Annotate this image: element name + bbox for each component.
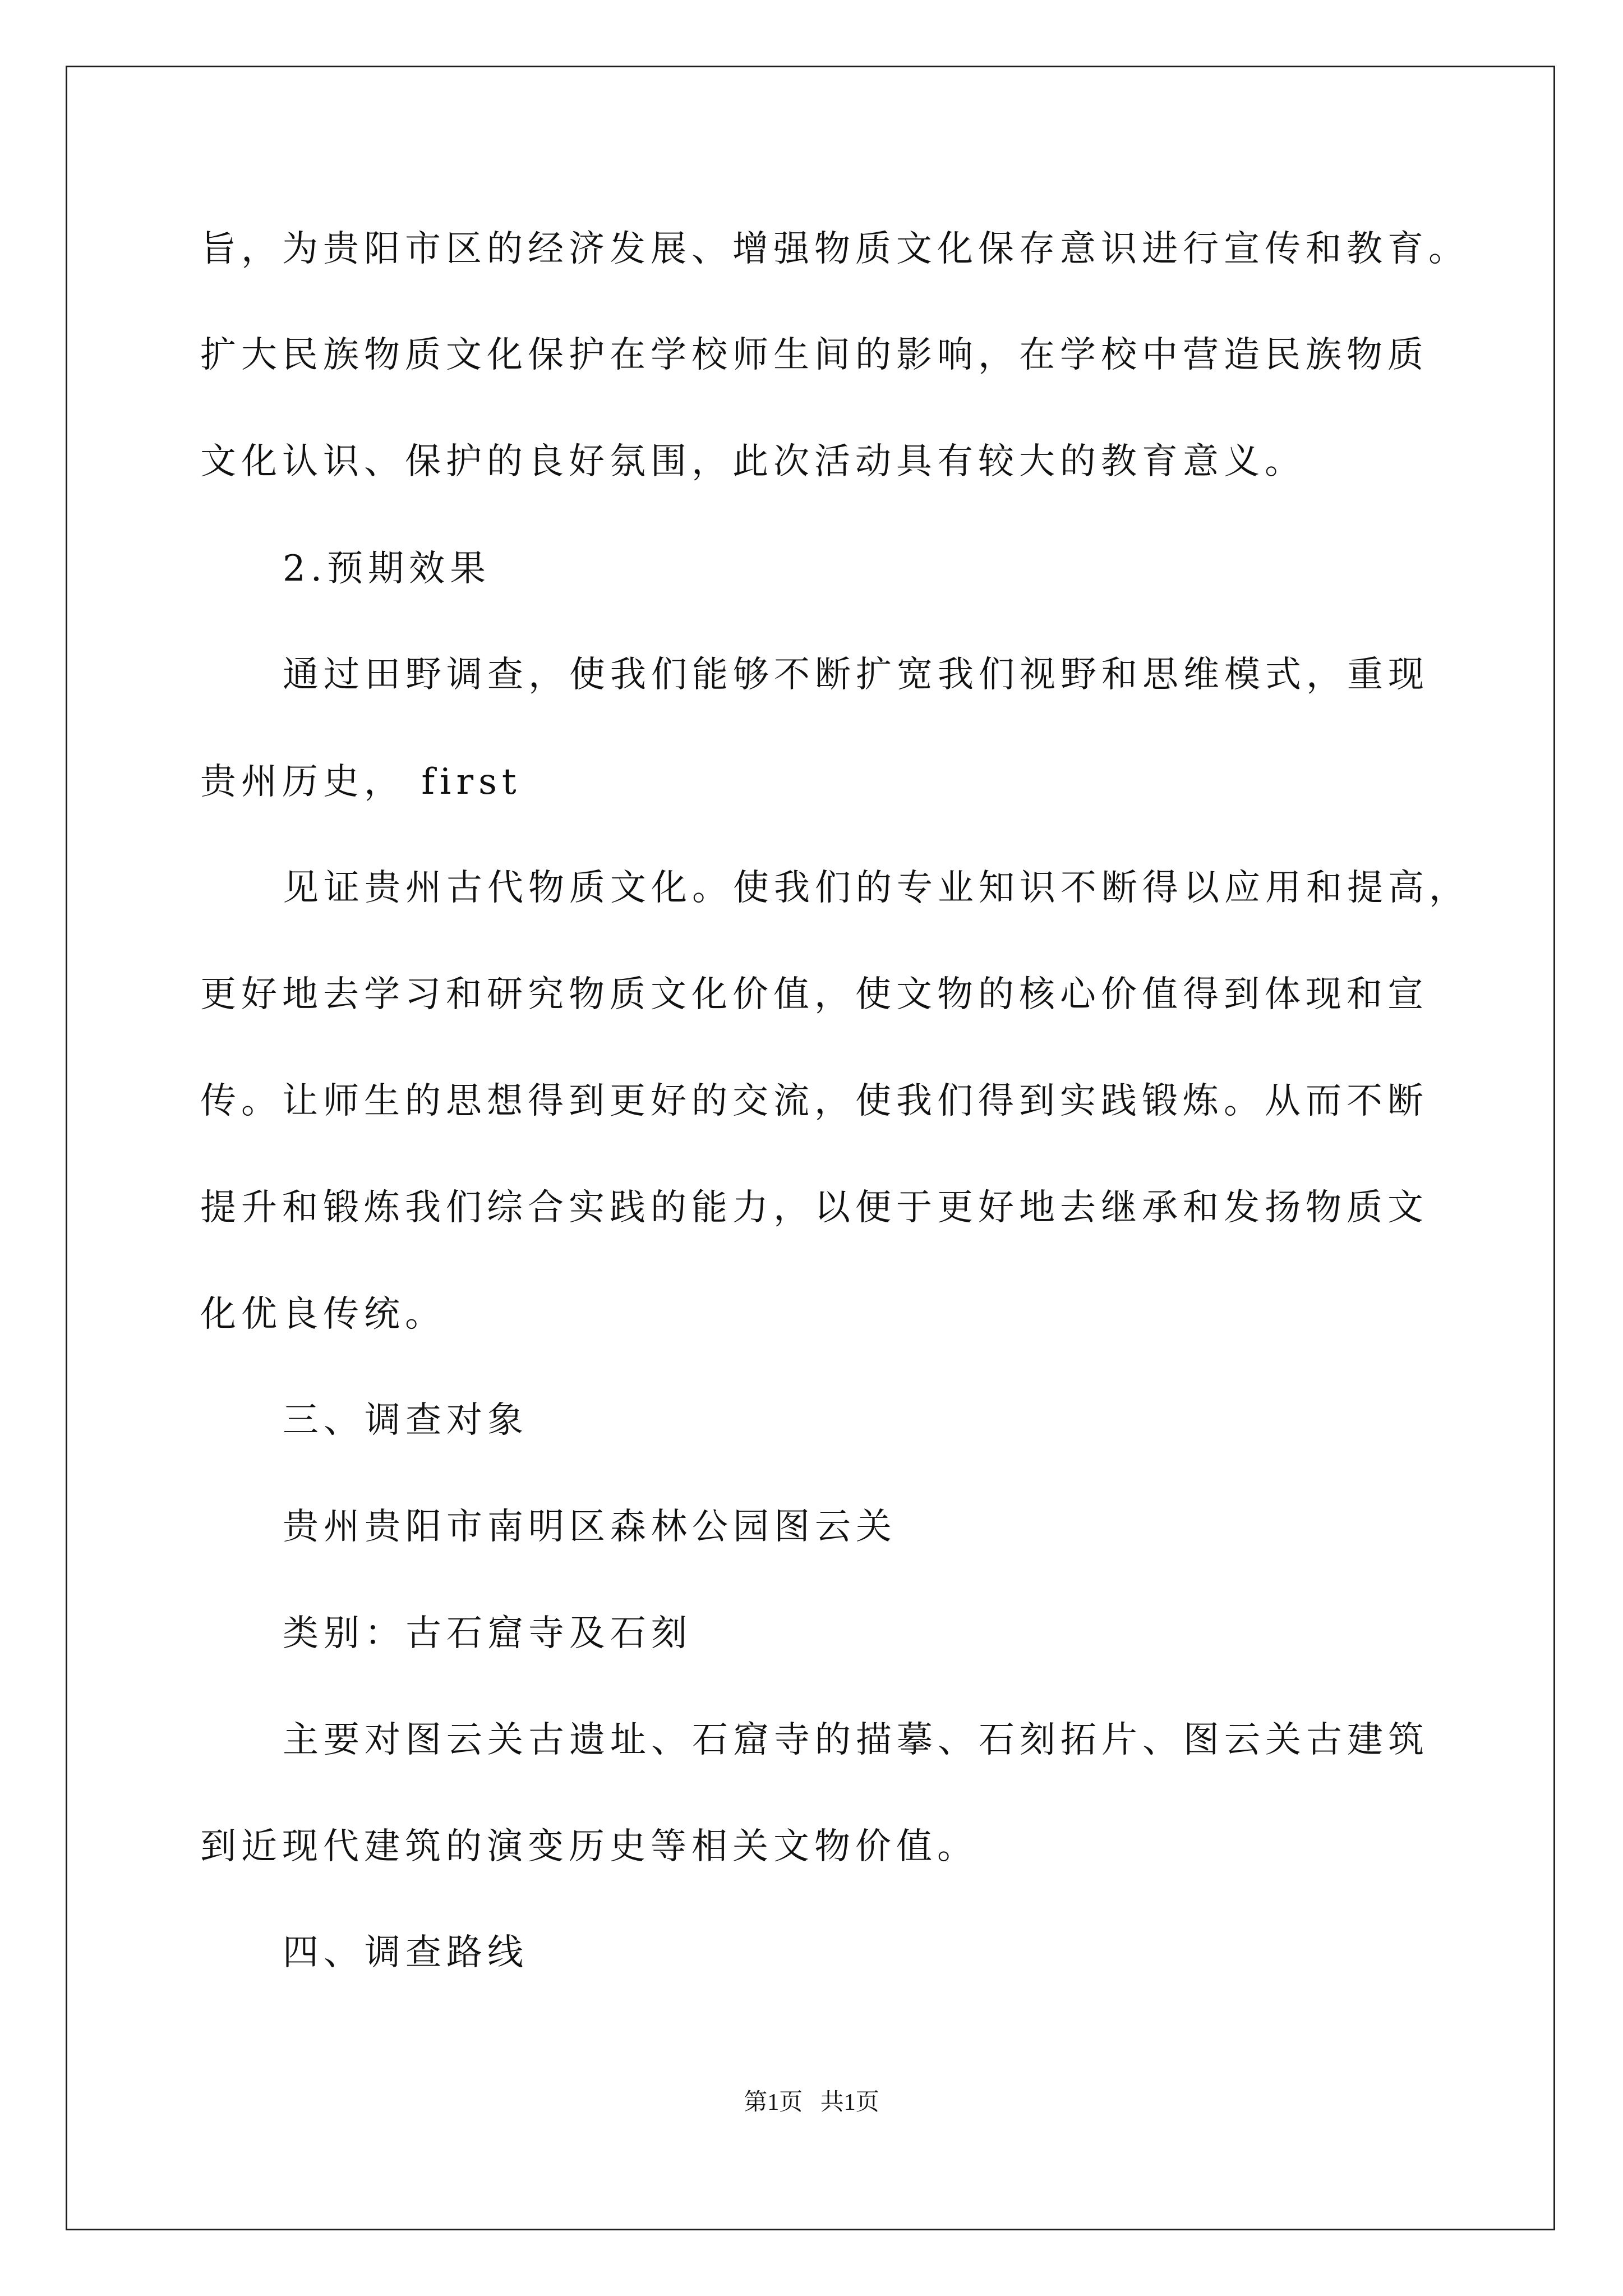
page-number-footer: 第1页 共1页 (744, 2090, 879, 2115)
heading-subject: 三、调查对象 (283, 1400, 528, 1441)
paragraph-3-line-5: 化优良传统。 (200, 1294, 446, 1335)
paragraph-3-line-3: 传。让师生的思想得到更好的交流，使我们得到实践锻炼。从而不断 (200, 1080, 1428, 1122)
paragraph-1-line-3: 文化认识、保护的良好氛围，此次活动具有较大的教育意义。 (200, 441, 1306, 482)
paragraph-3-line-4: 提升和锻炼我们综合实践的能力，以便于更好地去继承和发扬物质文 (200, 1187, 1428, 1228)
paragraph-3-line-2: 更好地去学习和研究物质文化价值，使文物的核心价值得到体现和宣 (200, 974, 1428, 1015)
paragraph-3-line-1: 见证贵州古代物质文化。使我们的专业知识不断得以应用和提高， (283, 867, 1470, 909)
subject-category: 类别：古石窟寺及石刻 (283, 1613, 692, 1654)
paragraph-4-line-1: 主要对图云关古遗址、石窟寺的描摹、石刻拓片、图云关古建筑 (283, 1719, 1429, 1761)
page-border (66, 66, 1555, 2230)
paragraph-1-line-1: 旨，为贵阳市区的经济发展、增强物质文化保存意识进行宣传和教育。 (200, 228, 1469, 270)
subject-location: 贵州贵阳市南明区森林公园图云关 (283, 1506, 897, 1548)
paragraph-1-line-2: 扩大民族物质文化保护在学校师生间的影响，在学校中营造民族物质 (200, 334, 1428, 376)
heading-expected-effect: 2.预期效果 (283, 548, 491, 590)
heading-route: 四、调查路线 (283, 1932, 528, 1973)
paragraph-4-line-2: 到近现代建筑的演变历史等相关文物价值。 (200, 1826, 978, 1867)
paragraph-2-line-1: 通过田野调查，使我们能够不断扩宽我们视野和思维模式，重现 (283, 654, 1429, 696)
paragraph-2-line-2: 贵州历史， first (200, 761, 522, 803)
